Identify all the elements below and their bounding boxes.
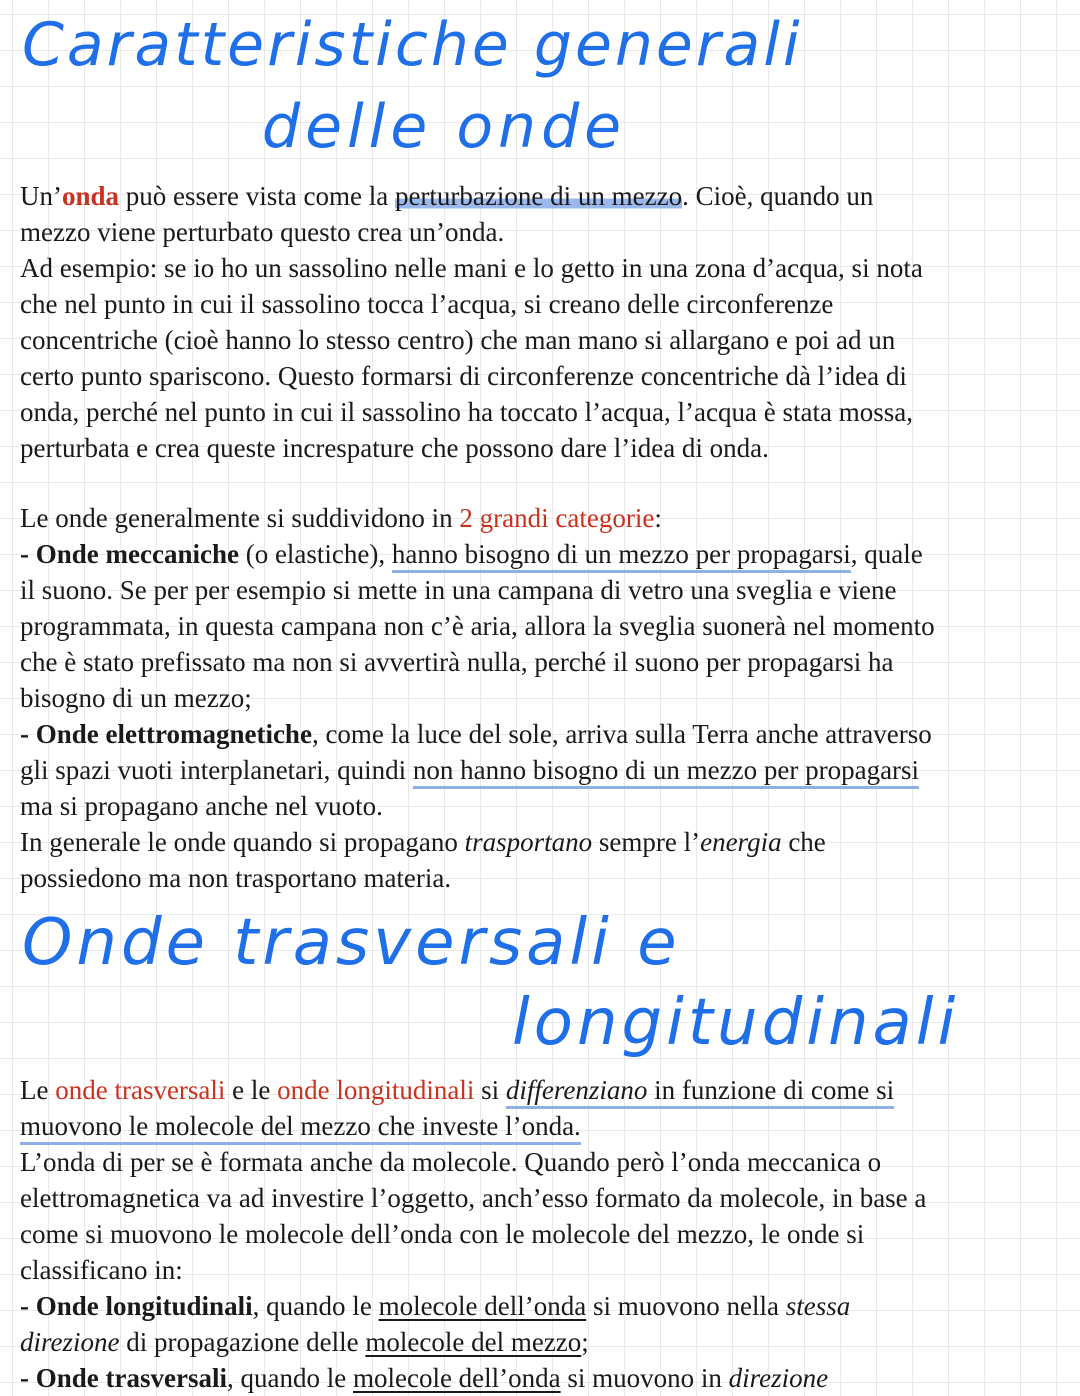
paragraph-line: bisogno di un mezzo; [20,683,252,713]
underline-molecole-mezzo: muovono le molecole del mezzo che investe l’onda. [20,1111,581,1145]
paragraph-line [20,752,935,788]
paragraph-line: L’onda di per se è formata anche da molecole. Quando però l’onda meccanica o [20,1147,882,1177]
underline-molecole-onda: molecole dell’onda [352,1363,561,1393]
text: , come la luce del sole, arriva sulla Terra anche attraverso [311,719,932,749]
text: che [781,827,826,857]
term-onde-trasversali: - Onde trasversali [20,1363,227,1393]
paragraph-line: Ad esempio: se io ho un sassolino nelle mani e lo getto in una zona d’acqua, si nota [20,253,923,283]
text: Le onde generalmente si suddividono in [20,503,460,533]
paragraph-line [20,536,935,572]
underline-in-funzione: in funzione di come si [647,1075,894,1109]
text: In generale le onde quando si propagano [20,827,465,857]
text: Un’ [20,181,62,211]
paragraph-line: classificano in: [20,1255,183,1285]
paragraph-line: il suono. Se per per esempio si mette in una campana di vetro una sveglia e viene [20,575,897,605]
term-onde-longitudinali: - Onde longitudinali [20,1291,253,1321]
paragraph-line: possiedono ma non trasportano materia. [20,863,452,893]
paragraph-line: programmata, in questa campana non c’è aria, allora la sveglia suonerà nel momento [20,611,935,641]
text: , quando le [252,1291,379,1321]
text: , quale [850,539,923,569]
text: sempre l’ [592,827,701,857]
text: . Cioè, quando un [682,181,874,211]
italic-direzione: direzione [728,1363,829,1393]
section-intro [20,178,923,466]
text: di propagazione delle [119,1327,366,1357]
text: , quando le [226,1363,353,1393]
underline-mezzo: hanno bisogno di un mezzo per propagarsi [392,539,851,573]
paragraph-line: come si muovono le molecole dell’onda con le molecole del mezzo, le onde si [20,1219,865,1249]
paragraph-line: ma si propagano anche nel vuoto. [20,791,383,821]
title-onde-trasversali-e: Onde trasversali e [22,906,681,980]
term-onde-elettromagnetiche: - Onde elettromagnetiche [20,719,312,749]
paragraph-line: elettromagnetica va ad investire l’oggetto, anch’esso formato da molecole, in base a [20,1183,927,1213]
text: Le [20,1075,56,1105]
italic-stessa: stessa [785,1291,851,1321]
paragraph-line: onda, perché nel punto in cui il sassolino ha toccato l’acqua, l’acqua è stata mossa, [20,397,913,427]
keyword-onde-longitudinali: onde longitudinali [277,1075,475,1105]
text: si muovono nella [586,1291,786,1321]
title-caratteristiche-generali: Caratteristiche generali [22,10,803,80]
underline-molecole-onda: molecole dell’onda [378,1291,587,1321]
paragraph-line [20,1288,926,1324]
italic-energia: energia [700,827,782,857]
paragraph-line [20,1360,926,1396]
section-trasversali-longitudinali [20,1072,926,1396]
paragraph-line [20,824,935,860]
text: si muovono in [560,1363,729,1393]
paragraph-line [20,1324,926,1360]
text: può essere vista come la [119,181,395,211]
text: gli spazi vuoti interplanetari, quindi [20,755,413,785]
keyword-categorie: 2 grandi categorie [459,503,655,533]
underline-vuoto: non hanno bisogno di un mezzo per propagarsi [413,755,919,789]
text: (o elastiche), [238,539,392,569]
section-categorie [20,500,935,896]
paragraph-line [20,500,935,536]
paragraph-line: perturbata e crea queste increspature che possono dare l’idea di onda. [20,433,769,463]
underline-molecole-del-mezzo: molecole del mezzo [365,1327,582,1357]
highlight-perturbazione: perturbazione di un mezzo [394,181,683,211]
paragraph-line: che è stato prefissato ma non si avvertirà nulla, perché il suono per propagarsi ha [20,647,894,677]
title-delle-onde: delle onde [262,92,627,162]
text: e le [225,1075,278,1105]
text: : [654,503,662,533]
italic-trasportano: trasportano [464,827,593,857]
term-onde-meccaniche: - Onde meccaniche [20,539,239,569]
paragraph-line [20,716,935,752]
paragraph-line: certo punto spariscono. Questo formarsi di circonferenze concentriche dà l’idea di [20,361,907,391]
paragraph-line: che nel punto in cui il sassolino tocca l’acqua, si creano delle circonferenze [20,289,834,319]
keyword-onda: onda [62,181,120,211]
keyword-onde-trasversali: onde trasversali [55,1075,226,1105]
text: si [474,1075,506,1105]
paragraph-line [20,1072,926,1108]
paragraph-line [20,1108,926,1144]
paragraph-line [20,178,923,214]
paragraph-line: mezzo viene perturbato questo crea un’onda. [20,217,505,247]
title-longitudinali: longitudinali [512,986,960,1060]
italic-differenziano: differenziano [506,1075,648,1109]
italic-direzione: direzione [20,1327,120,1357]
paragraph-line: concentriche (cioè hanno lo stesso centro) che man mano si allargano e poi ad un [20,325,896,355]
text: ; [581,1327,589,1357]
